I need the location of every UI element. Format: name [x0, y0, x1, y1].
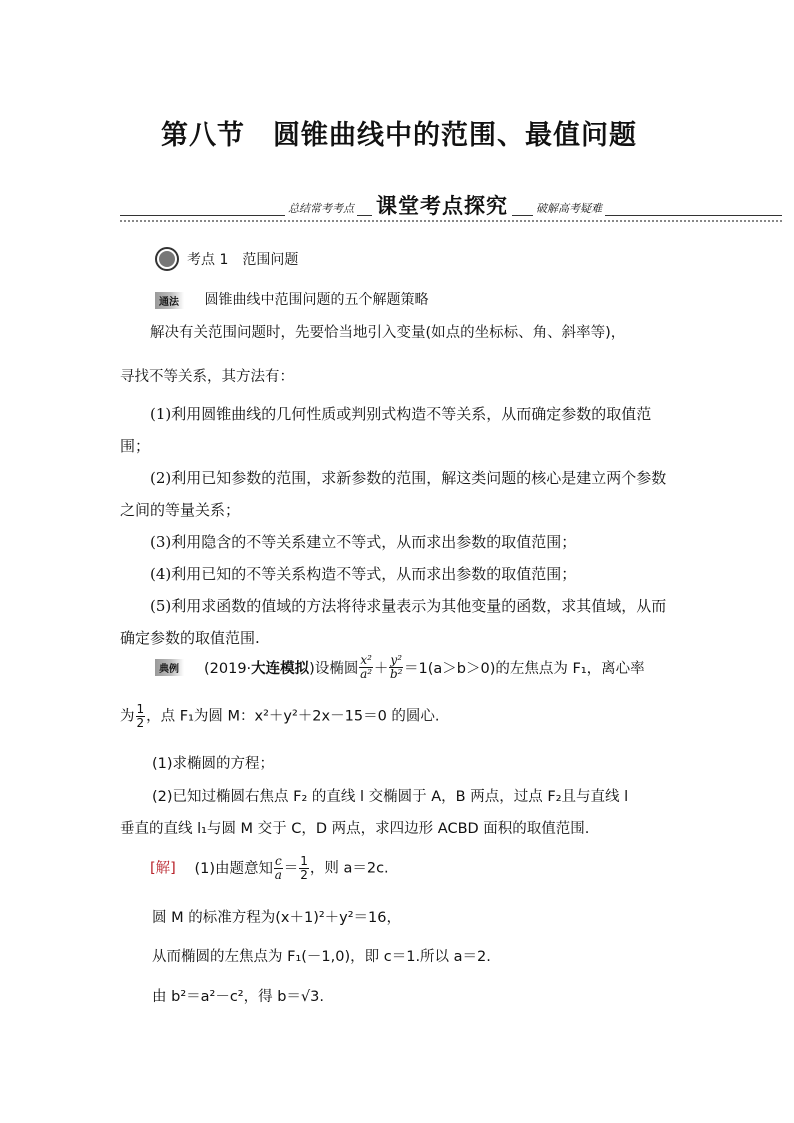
- question-1: (1)求椭圆的方程；: [152, 756, 275, 772]
- tongfa-header: [155, 289, 428, 309]
- question-2-line-1: (2)已知过椭圆右焦点 F₂ 的直线 l 交椭圆于 A，B 两点，过点 F₂且与直线 l: [152, 789, 629, 805]
- tongfa-heading: 圆锥曲线中范围问题的五个解题策略: [204, 292, 429, 308]
- example-source-post: )设椭圆: [309, 661, 359, 677]
- page-title: 第八节 圆锥曲线中的范围、最值问题: [161, 120, 637, 151]
- solution-line-1: [解] (1)由题意知 $\frac{c}{a}$ ＝ $\frac{1}{2}$ ，则 a＝2c.: [150, 854, 389, 882]
- intro-line-1: 解决有关范围问题时，先要恰当地引入变量(如点的坐标标、角、斜率等)，: [150, 325, 626, 341]
- banner-title: 课堂考点探究: [372, 190, 512, 220]
- intro-line-2: 寻找不等关系，其方法有：: [120, 369, 294, 385]
- fraction-one-half: $\frac{1}{2}$: [136, 702, 145, 730]
- solution-line-4: 由 b²＝a²－c²，得 b＝√3.: [152, 989, 324, 1005]
- example-line-2: 为 $\frac{1}{2}$ ，点 F₁为圆 M：x²＋y²＋2x－15＝0 的圆心.: [120, 702, 440, 730]
- solution-label: [解]: [150, 860, 176, 877]
- strategy-1: (1)利用圆锥曲线的几何性质或判别式构造不等关系，从而确定参数的取值范围；: [120, 405, 652, 455]
- fraction-y2-b2: $\frac{\text{y²}}{\text{b²}}$: [389, 653, 403, 681]
- banner-slogan-left: 总结常考考点: [285, 200, 357, 216]
- section-banner: [120, 190, 782, 226]
- kaodian-label: 考点 1 范围问题: [187, 252, 299, 268]
- solution-line-3: 从而椭圆的左焦点为 F₁(－1,0)，即 c＝1.所以 a＝2.: [152, 949, 491, 965]
- banner-dotted-rule: [120, 220, 782, 222]
- kaodian-header: [155, 245, 298, 273]
- tongfa-badge: 通法: [155, 292, 184, 309]
- example-source-bold: 大连模拟: [251, 661, 310, 677]
- plus-sign: ＋: [373, 661, 389, 677]
- fraction-x2-a2: $\frac{\text{x²}}{\text{a²}}$: [360, 653, 373, 681]
- question-2-line-2: 垂直的直线 l₁与圆 M 交于 C，D 两点，求四边形 ACBD 面积的取值范围.: [120, 821, 590, 837]
- intro-paragraph: [120, 317, 680, 393]
- strategy-3: (3)利用隐含的不等关系建立不等式，从而求出参数的取值范围；: [150, 533, 577, 551]
- circle-bullet-icon: [155, 247, 179, 271]
- example-badge: 典例: [155, 659, 184, 676]
- strategy-2: (2)利用已知参数的范围，求新参数的范围，解这类问题的核心是建立两个参数之间的等量关系；: [120, 469, 667, 519]
- example-source-pre: (2019·: [204, 661, 252, 677]
- strategy-5: (5)利用求函数的值域的方法将待求量表示为其他变量的函数，求其值域，从而确定参数的取值范围.: [120, 597, 667, 647]
- solution-line-2: 圆 M 的标准方程为(x＋1)²＋y²＝16，: [152, 910, 402, 926]
- fraction-c-a: $\frac{c}{a}$: [274, 854, 282, 882]
- example-line-1: [155, 654, 645, 681]
- strategy-4: (4)利用已知的不等关系构造不等式，从而求出参数的取值范围；: [150, 565, 577, 583]
- example-eq-tail: ＝1(a＞b＞0)的左焦点为 F₁，离心率: [404, 661, 645, 677]
- banner-slogan-right: 破解高考疑难: [533, 200, 605, 216]
- fraction-half-2: $\frac{1}{2}$: [300, 854, 308, 882]
